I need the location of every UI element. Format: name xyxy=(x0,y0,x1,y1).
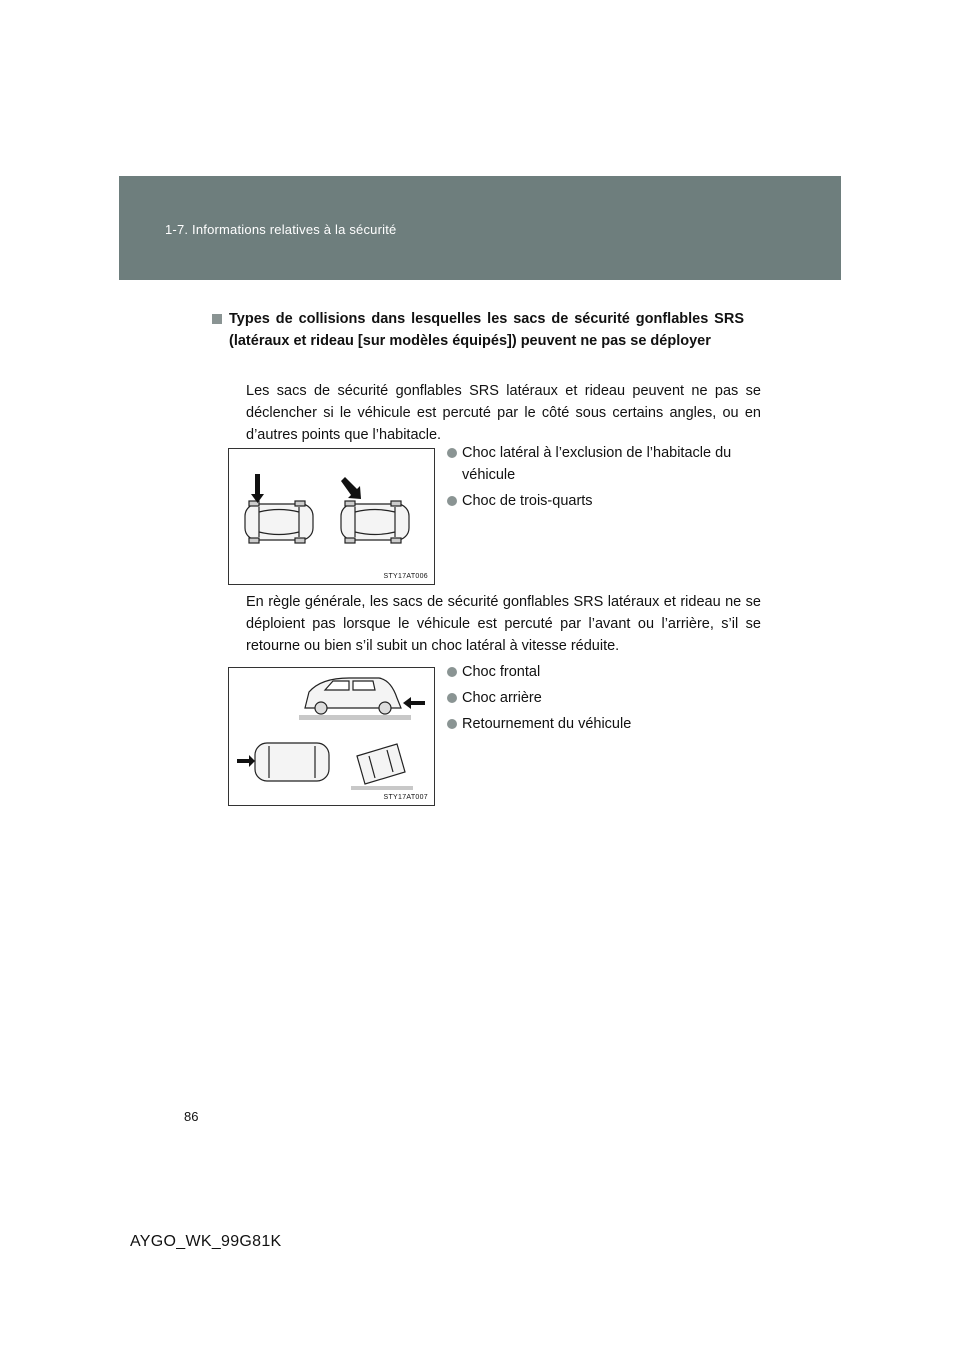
paragraph-1: Les sacs de sécurité gonflables SRS latéraux et rideau peuvent ne pas se déclencher si le véhicule est percuté par le côté sous certains angles, ou en d’autres points que l’habitacle. xyxy=(246,383,761,443)
list-item: Choc frontal xyxy=(447,661,743,683)
list-item: Choc de trois-quarts xyxy=(447,490,743,512)
figure-code: STY17AT007 xyxy=(383,794,428,801)
bullet-list-1 xyxy=(447,442,743,516)
figure-side-impact xyxy=(228,448,435,585)
car-top-view-icon xyxy=(245,501,313,543)
section-heading-text: Types de collisions dans lesquelles les sacs de sécurité gonflables SRS (latéraux et rideau [sur modèles équipés]) peuvent ne pas se déployer xyxy=(229,311,744,349)
bullet-list-2 xyxy=(447,661,743,739)
impact-arrow-icon xyxy=(251,474,264,503)
page-number: 86 xyxy=(184,1109,199,1124)
ground-strip xyxy=(351,786,413,790)
figure-no-deploy xyxy=(228,667,435,806)
impact-arrow-icon xyxy=(403,697,425,709)
car-rollover-icon xyxy=(357,744,405,784)
impact-arrow-icon xyxy=(237,755,255,767)
figure-code: STY17AT006 xyxy=(383,573,428,580)
car-top-view-icon xyxy=(341,501,409,543)
side-impact-illustration xyxy=(229,449,434,584)
paragraph-2: En règle générale, les sacs de sécurité gonflables SRS latéraux et rideau ne se déploient pas lorsque le véhicule est percuté par l’avant ou l’arrière, s’il se retourne ou bien s’il subit un choc latéral à vitesse réduite. xyxy=(246,594,761,654)
impact-arrow-icon xyxy=(341,477,361,499)
round-bullet-icon xyxy=(447,496,457,506)
section-breadcrumb: 1-7. Informations relatives à la sécurité xyxy=(165,222,397,237)
round-bullet-icon xyxy=(447,693,457,703)
round-bullet-icon xyxy=(447,448,457,458)
square-bullet-icon xyxy=(212,314,222,324)
list-item: Choc latéral à l’exclusion de l’habitacle du véhicule xyxy=(447,442,743,486)
ground-strip xyxy=(299,715,411,720)
car-side-view-icon xyxy=(305,678,401,714)
section-heading xyxy=(212,308,744,352)
list-item: Retournement du véhicule xyxy=(447,713,743,735)
round-bullet-icon xyxy=(447,667,457,677)
car-top-view-icon xyxy=(255,743,329,781)
round-bullet-icon xyxy=(447,719,457,729)
list-item: Choc arrière xyxy=(447,687,743,709)
no-deploy-illustration xyxy=(229,668,434,805)
section-heading-block xyxy=(212,308,744,352)
document-code: AYGO_WK_99G81K xyxy=(130,1233,282,1250)
